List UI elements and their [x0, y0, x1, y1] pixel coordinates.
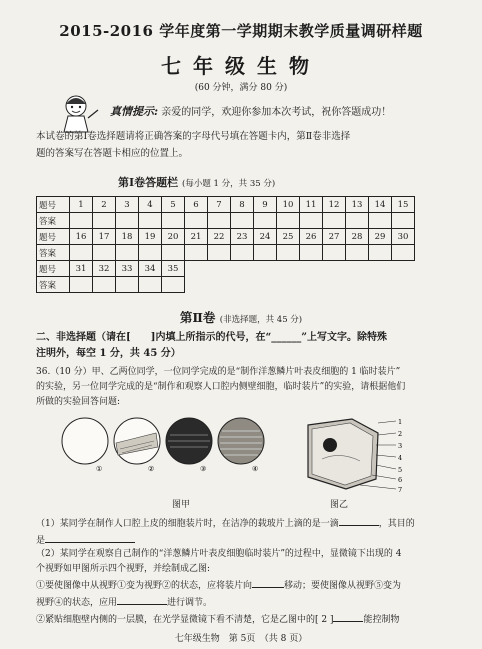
question-number-cell: 22 [208, 229, 231, 245]
answer-header: 答案 [37, 245, 70, 261]
intro-line-1: 本试卷的第Ⅰ卷选择题请将正确答案的字母代号填在答题卡内，第Ⅱ卷非选择 [36, 131, 351, 142]
answer-cell[interactable] [93, 277, 116, 293]
cell-label-3: 3 [398, 442, 403, 450]
answer-cell[interactable] [93, 245, 116, 261]
sub2-text-d1: 视野④的状态，应用 [36, 598, 118, 608]
sub1-blank-2[interactable] [45, 532, 135, 543]
answer-cell[interactable] [70, 277, 93, 293]
answer-cell[interactable] [185, 213, 208, 229]
answer-cell[interactable] [139, 245, 162, 261]
answer-cell[interactable] [116, 245, 139, 261]
subject-title: 七年级生物 [161, 54, 321, 78]
question-number-cell: 23 [231, 229, 254, 245]
answer-cell[interactable] [392, 245, 415, 261]
sub1-text-a: （1）某同学在制作人口腔上皮的细胞装片时，在洁净的载玻片上滴的是一滴 [36, 519, 339, 529]
time-note: (60 分钟，满分 80 分) [194, 83, 288, 93]
answer-cell[interactable] [369, 213, 392, 229]
question-number-cell: 1 [70, 197, 93, 213]
answer-cell[interactable] [231, 245, 254, 261]
answer-cell[interactable] [277, 245, 300, 261]
question-number-cell: 11 [300, 197, 323, 213]
answer-cell[interactable] [139, 277, 162, 293]
answer-cell[interactable] [208, 213, 231, 229]
sub2-text-e2: 能控制物 [363, 615, 400, 625]
cell-label-7: 7 [398, 486, 403, 494]
question-number-cell: 30 [392, 229, 415, 245]
sub2-blank-2[interactable] [117, 594, 167, 605]
plant-cell-diagram [308, 419, 396, 489]
answer-cell[interactable] [300, 213, 323, 229]
field-view-2 [114, 418, 160, 464]
question-number-cell: 18 [116, 229, 139, 245]
question-number-header: 题号 [37, 261, 70, 277]
answer-cell[interactable] [254, 213, 277, 229]
question-number-cell: 13 [346, 197, 369, 213]
answer-cell[interactable] [231, 213, 254, 229]
cell-label-1: 1 [398, 418, 403, 426]
answer-cell[interactable] [116, 277, 139, 293]
part2-line-2: 注明外，每空 1 分，共 45 分） [36, 348, 181, 359]
sub2-blank-1[interactable] [252, 577, 284, 588]
cell-label-4: 4 [398, 454, 403, 462]
question-number-row [37, 229, 415, 245]
tip-line [110, 103, 391, 119]
answer-cell[interactable] [162, 213, 185, 229]
sub2-text-c1: ①要使图像中从视野①变为视野②的状态，应将装片向 [36, 581, 253, 591]
answer-row [37, 245, 415, 261]
question-number-cell: 25 [277, 229, 300, 245]
question-number-cell: 24 [254, 229, 277, 245]
answer-cell[interactable] [323, 213, 346, 229]
question-number-cell: 33 [116, 261, 139, 277]
question-number-cell: 17 [93, 229, 116, 245]
question-number-header: 题号 [37, 197, 70, 213]
sub-question-1 [36, 515, 456, 549]
answer-cell[interactable] [116, 213, 139, 229]
answer-cell[interactable] [254, 245, 277, 261]
field-view-4 [218, 418, 264, 464]
section2-heading [0, 308, 482, 326]
circle-label-4: ④ [252, 465, 259, 473]
answer-table [36, 196, 415, 293]
answer-header: 答案 [37, 213, 70, 229]
sub2-text-a: （2）某同学在观察自己制作的“洋葱鳞片叶表皮细胞临时装片”的过程中，显微镜下出现的 4 [36, 549, 402, 559]
question-number-cell: 19 [139, 229, 162, 245]
cell-label-6: 6 [398, 476, 403, 484]
sub2-text-d2: 进行调节。 [167, 598, 213, 608]
question-number-cell: 8 [231, 197, 254, 213]
q36-line-3: 所做的实验回答问题: [36, 397, 121, 407]
figure-a-caption: 图甲 [172, 500, 191, 510]
answer-cell[interactable] [369, 245, 392, 261]
question-number-cell: 5 [162, 197, 185, 213]
field-view-1 [62, 418, 108, 464]
question-number-cell: 35 [162, 261, 185, 277]
cell-label-2: 2 [398, 430, 403, 438]
cell-label-5: 5 [398, 466, 403, 474]
question-number-cell: 9 [254, 197, 277, 213]
answer-cell[interactable] [346, 245, 369, 261]
question-number-cell: 14 [369, 197, 392, 213]
tip-label: 真情提示: [110, 105, 159, 118]
question-number-cell: 12 [323, 197, 346, 213]
question-number-cell: 20 [162, 229, 185, 245]
section2-note: (非选择题，共 45 分) [219, 315, 303, 325]
question-number-row [37, 261, 415, 277]
answer-cell[interactable] [300, 245, 323, 261]
question-number-cell: 26 [300, 229, 323, 245]
sub1-text-b: ，其目的 [378, 519, 415, 529]
part2-line-1: 二、非选择题（请在[ ]内填上所指示的代号，在“______”上写文字。除特殊 [36, 332, 387, 343]
circle-label-3: ③ [200, 465, 207, 473]
question-number-cell: 16 [70, 229, 93, 245]
question-number-cell: 34 [139, 261, 162, 277]
question-number-cell: 7 [208, 197, 231, 213]
part2-instructions [36, 330, 456, 362]
tip-text: 亲爱的同学，欢迎你参加本次考试，祝你答题成功！ [161, 107, 392, 118]
intro-text [36, 128, 456, 162]
sub2-text-b: 个视野如甲图所示四个视野，并绘制成乙图: [36, 564, 211, 574]
question-number-cell: 6 [185, 197, 208, 213]
question-number-cell: 2 [93, 197, 116, 213]
sub-question-2 [36, 547, 456, 628]
question-number-cell: 27 [323, 229, 346, 245]
answer-cell[interactable] [93, 213, 116, 229]
question-number-cell: 29 [369, 229, 392, 245]
answer-row [37, 213, 415, 229]
section1-note: (每小题 1 分，共 35 分) [182, 179, 276, 189]
sub2-text-c2: 移动；要使图像从视野⑤变为 [284, 581, 402, 591]
answer-cell[interactable] [346, 213, 369, 229]
question-number-cell: 10 [277, 197, 300, 213]
question-number-row [37, 197, 415, 213]
sub1-text-c: 是 [36, 536, 46, 546]
section1-title: 第Ⅰ卷答题栏 [118, 176, 179, 189]
circle-label-1: ① [96, 465, 103, 473]
answer-header: 答案 [37, 277, 70, 293]
answer-cell[interactable] [70, 213, 93, 229]
question-36 [36, 365, 456, 410]
answer-cell[interactable] [162, 277, 185, 293]
q36-line-2: 的实验，另一位同学完成的是“制作和观察人口腔内侧壁细胞，临时装片”的实验，请根据他们 [36, 382, 406, 392]
sub2-blank-3[interactable] [333, 611, 363, 622]
answer-cell[interactable] [139, 213, 162, 229]
question-number-header: 题号 [37, 229, 70, 245]
q36-line-1: 36.（10 分）甲、乙两位同学，一位同学完成的是“制作洋葱鳞片叶表皮细胞的 1 临时装片” [36, 367, 401, 377]
answer-cell[interactable] [392, 213, 415, 229]
question-number-cell: 28 [346, 229, 369, 245]
intro-line-2: 题的答案写在答题卡相应的位置上。 [36, 148, 189, 159]
sub2-text-e1: ②紧贴细胞壁内侧的一层膜，在光学显微镜下看不清楚，它是乙图中的[ 2 ] [36, 615, 334, 625]
answer-cell[interactable] [208, 245, 231, 261]
section2-title: 第Ⅱ卷 [179, 310, 216, 325]
figure-area [60, 413, 440, 513]
answer-cell[interactable] [70, 245, 93, 261]
exam-title: 2015-2016 学年度第一学期期末教学质量调研样题 [59, 22, 423, 40]
answer-cell[interactable] [185, 245, 208, 261]
answer-cell[interactable] [277, 213, 300, 229]
answer-cell[interactable] [162, 245, 185, 261]
circle-label-2: ② [148, 465, 155, 473]
answer-row [37, 277, 415, 293]
field-view-3 [166, 418, 212, 464]
question-number-cell: 32 [93, 261, 116, 277]
question-number-cell: 31 [70, 261, 93, 277]
question-number-cell: 15 [392, 197, 415, 213]
question-number-cell: 4 [139, 197, 162, 213]
page-footer: 七年级生物 第 5页 （共 8 页） [174, 634, 308, 644]
question-number-cell: 3 [116, 197, 139, 213]
sub1-blank-1[interactable] [339, 515, 379, 526]
question-number-cell: 21 [185, 229, 208, 245]
section1-heading [118, 174, 275, 190]
figure-b-caption: 图乙 [330, 500, 349, 510]
answer-cell[interactable] [323, 245, 346, 261]
